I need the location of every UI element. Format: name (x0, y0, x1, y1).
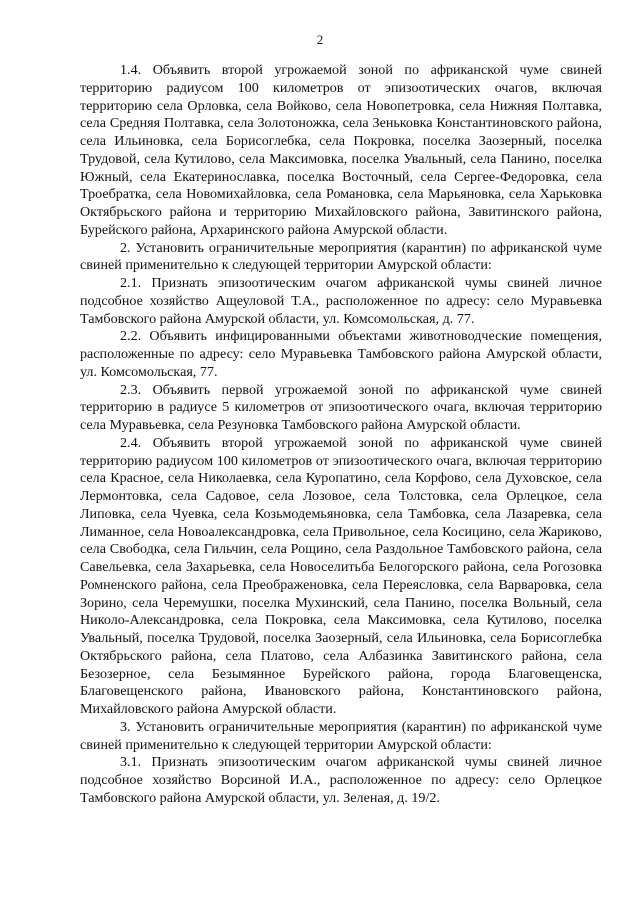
paragraph-1-4: 1.4. Объявить второй угрожаемой зоной по африканской чуме свиней территорию радиусом 100 километров от эпизоотических очагов, включая территорию села Орловка, села Войково, села Новопетровка, села Нижняя Полтавка, села Средняя Полтавка, села Золотоножка, села Зеньковка Константиновского района, села Ильиновка, села Борисоглебка, села Покровка, поселка Заозерный, поселка Трудовой, села Кутилово, села Максимовка, поселка Увальный, села Панино, поселка Южный, села Екатеринославка, поселка Восточный, села Сергее-Федоровка, села Троебратка, села Новомихайловка, села Романовка, села Марьяновка, села Харьковка Октябрьского района и территорию Михайловского района, Завитинского района, Бурейского района, Архаринского района Амурской области. (80, 62, 602, 238)
paragraph-3-1: 3.1. Признать эпизоотическим очагом африканской чумы свиней личное подсобное хозяйство Ворсиной И.А., расположенное по адресу: село Орлецкое Тамбовского района Амурской области, ул. Зеленая, д. 19/2. (80, 754, 602, 806)
page-number: 2 (316, 32, 324, 47)
paragraph-2: 2. Установить ограничительные мероприятия (карантин) по африканской чуме свиней применительно к следующей территории Амурской области: (80, 239, 602, 274)
document-body (80, 62, 602, 808)
paragraph-2-4: 2.4. Объявить второй угрожаемой зоной по африканской чуме свиней территорию радиусом 100 километров от эпизоотического очага, включая территорию села Красное, села Николаевка, села Куропатино, села Корфово, села Духовское, села Лермонтовка, села Садовое, села Лозовое, села Толстовка, села Орлецкое, села Липовка, села Чуевка, села Козьмодемьяновка, села Тамбовка, села Лазаревка, села Лиманное, села Новоалександровка, села Привольное, села Косицино, села Жариково, села Свободка, села Гильчин, села Рощино, села Раздольное Тамбовского района, села Савельевка, села Захарьевка, села Новоселитьба Белогорского района, села Рогозовка Ромненского района, села Преображеновка, села Переясловка, села Варваровка, села Зорино, села Черемушки, поселка Мухинский, села Панино, поселка Вольный, села Николо-Александровка, села Покровка, села Максимовка, села Кутилово, поселка Увальный, поселка Трудовой, поселка Заозерный, села Ильиновка, села Борисоглебка Октябрьского района, села Платово, села Албазинка Завитинского района, села Безозерное, села Безымянное Бурейского района, города Благовещенска, Благовещенского района, Ивановского района, Константиновского района, Михайловского района Амурской области. (80, 434, 602, 717)
paragraph-2-2: 2.2. Объявить инфицированными объектами животноводческие помещения, расположенные по адресу: село Муравьевка Тамбовского района Амурской области, ул. Комсомольская, 77. (80, 328, 602, 380)
paragraph-2-1: 2.1. Признать эпизоотическим очагом африканской чумы свиней личное подсобное хозяйство Ащеуловой Т.А., расположенное по адресу: село Муравьевка Тамбовского района Амурской области, ул. Комсомольская, д. 77. (80, 275, 602, 327)
paragraph-3: 3. Установить ограничительные мероприятия (карантин) по африканской чуме свиней применительно к следующей территории Амурской области: (80, 718, 602, 753)
paragraph-2-3: 2.3. Объявить первой угрожаемой зоной по африканской чуме свиней территорию в радиусе 5 километров от эпизоотического очага, включая территорию села Муравьевка, села Резуновка Тамбовского района Амурской области. (80, 381, 602, 433)
